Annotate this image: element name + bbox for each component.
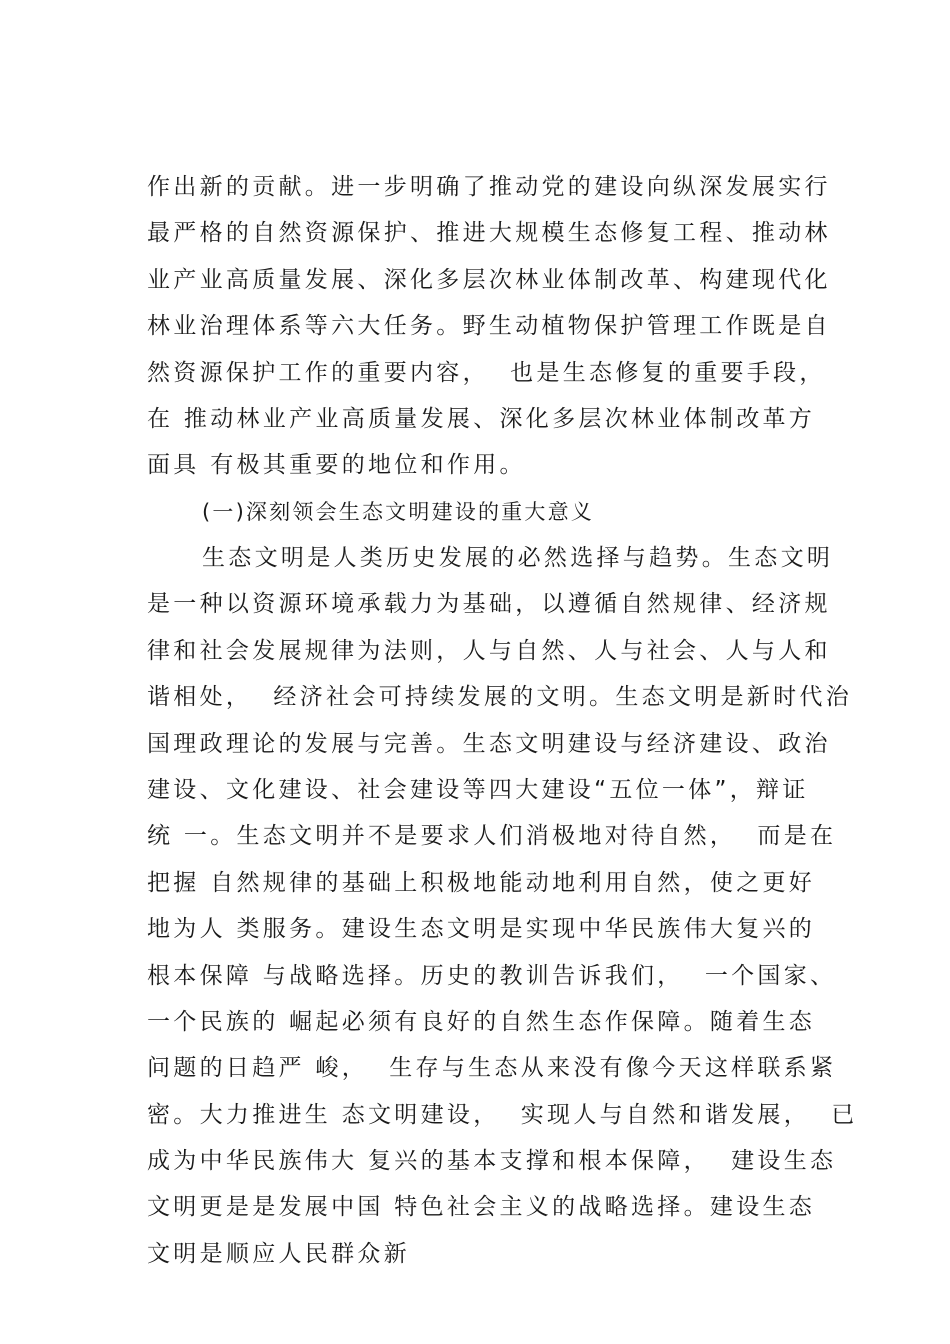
paragraph-1-line: 然资源保护工作的重要内容， 也是生态修复的重要手段， (147, 359, 826, 386)
paragraph-2-line: 地为人 类服务。建设生态文明是实现中华民族伟大复兴的 (147, 916, 816, 943)
paragraph-2-line: 生态文明是人类历史发展的必然选择与趋势。生态文明 (202, 545, 834, 571)
paragraph-2-line: 文明更是是发展中国 特色社会主义的战略选择。建设生态 (147, 1194, 816, 1221)
section-heading: (一)深刻领会生态文明建设的重大意义 (202, 499, 594, 524)
paragraph-2-line: 建设、文化建设、社会建设等四大建设“五位一体”，辩证 (147, 776, 809, 803)
paragraph-1 (147, 164, 831, 535)
paragraph-2-line: 谐相处， 经济社会可持续发展的文明。生态文明是新时代治 (147, 684, 853, 711)
paragraph-1-line: 业产业高质量发展、深化多层次林业体制改革、构建现代化 (147, 266, 831, 293)
paragraph-1-line: 作出新的贡献。进一步明确了推动党的建设向纵深发展实行 (147, 174, 831, 200)
paragraph-2-line: 问题的日趋严 峻， 生存与生态从来没有像今天这样联系紧 (147, 1055, 837, 1082)
paragraph-1-line: 最严格的自然资源保护、推进大规模生态修复工程、推动林 (147, 220, 831, 247)
paragraph-1-line: 在 推动林业产业高质量发展、深化多层次林业体制改革方 (147, 405, 816, 432)
paragraph-2-line: 成为中华民族伟大 复兴的基本支撑和根本保障， 建设生态 (147, 1148, 837, 1175)
paragraph-2 (147, 535, 858, 1277)
paragraph-2-line: 根本保障 与战略选择。历史的教训告诉我们， 一个国家、 (147, 962, 837, 989)
paragraph-1-line: 林业治理体系等六大任务。野生动植物保护管理工作既是自 (147, 313, 831, 340)
paragraph-2-line: 文明是顺应人民群众新 (147, 1240, 410, 1267)
paragraph-2-line: 律和社会发展规律为法则，人与自然、人与社会、人与人和 (147, 637, 831, 664)
paragraph-2-line: 密。大力推进生 态文明建设， 实现人与自然和谐发展， 已 (147, 1101, 858, 1128)
paragraph-2-line: 国理政理论的发展与完善。生态文明建设与经济建设、政治 (147, 730, 831, 757)
paragraph-2-line: 一个民族的 崛起必须有良好的自然生态作保障。随着生态 (147, 1008, 816, 1035)
paragraph-2-line: 统 一。生态文明并不是要求人们消极地对待自然， 而是在 (147, 823, 837, 850)
paragraph-1-line: 面具 有极其重要的地位和作用。 (147, 452, 526, 479)
paragraph-2-line: 把握 自然规律的基础上积极地能动地利用自然，使之更好 (147, 869, 816, 896)
paragraph-2-line: 是一种以资源环境承载力为基础，以遵循自然规律、经济规 (147, 591, 831, 618)
